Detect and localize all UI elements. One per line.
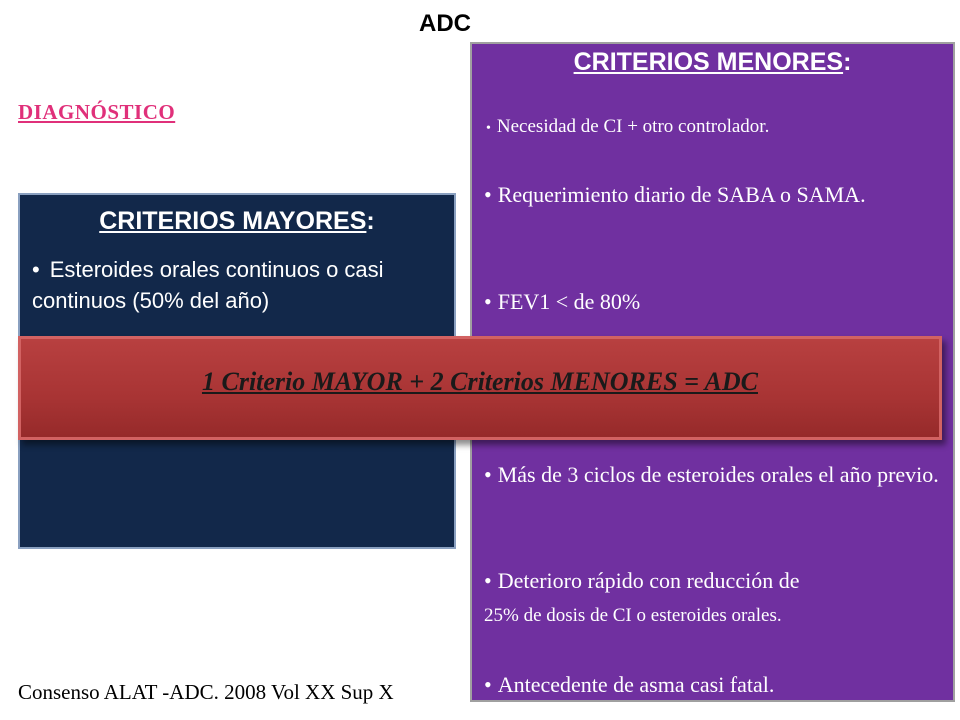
bullet-icon: • xyxy=(484,672,492,697)
list-item xyxy=(484,668,943,701)
minor-criterion-5: Deterioro rápido con reducción de xyxy=(497,568,800,593)
major-criterion-1: Esteroides orales continuos o casi continuos (50% del año) xyxy=(32,257,384,313)
list-item xyxy=(484,564,943,597)
major-criteria-heading-colon: : xyxy=(366,207,375,235)
bullet-icon: • xyxy=(32,257,40,282)
minor-criterion-5-continued: 25% de dosis de CI o esteroides orales. xyxy=(484,605,782,626)
minor-criteria-heading-colon: : xyxy=(843,48,852,76)
minor-criterion-1: Necesidad de CI + otro controlador. xyxy=(496,116,770,137)
list-item xyxy=(486,110,943,145)
list-item xyxy=(484,285,943,318)
list-item xyxy=(32,254,440,316)
minor-criterion-2: Requerimiento diario de SABA o SAMA. xyxy=(497,182,866,207)
bullet-icon: • xyxy=(484,182,492,207)
bullet-icon: • xyxy=(486,121,491,136)
minor-criterion-4: Más de 3 ciclos de esteroides orales el año previo. xyxy=(497,462,939,487)
citation-footer: Consenso ALAT -ADC. 2008 Vol XX Sup X xyxy=(18,680,394,704)
minor-criterion-3: FEV1 < de 80% xyxy=(497,289,641,314)
major-criteria-heading-text: CRITERIOS MAYORES xyxy=(99,207,367,235)
minor-criterion-6: Antecedente de asma casi fatal. xyxy=(497,672,775,697)
minor-criteria-heading-text: CRITERIOS MENORES xyxy=(573,48,844,76)
bullet-icon: • xyxy=(484,568,492,593)
major-criteria-heading xyxy=(20,207,454,236)
formula-text: 1 Criterio MAYOR + 2 Criterios MENORES = ADC xyxy=(201,367,758,396)
list-item xyxy=(484,178,943,211)
list-item xyxy=(484,458,943,491)
slide-title: ADC xyxy=(419,10,471,37)
section-label: DIAGNÓSTICO xyxy=(18,100,176,124)
formula-banner xyxy=(18,336,942,440)
minor-criteria-heading xyxy=(472,48,953,77)
bullet-icon: • xyxy=(484,289,492,314)
bullet-icon: • xyxy=(484,462,492,487)
